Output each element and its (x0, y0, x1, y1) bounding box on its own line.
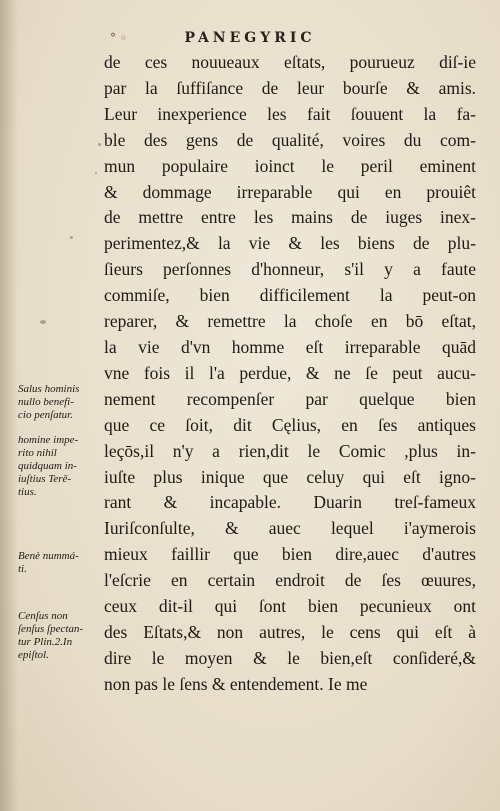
paper-speck (95, 172, 97, 174)
margin-note (18, 610, 110, 662)
note-line: ſenſus ſpectan- (18, 623, 84, 635)
text-line: que ce ſoit, dit Cęlius, en ſes antiques (104, 414, 476, 435)
text-line: la vie d'vn homme eſt irreparable quād (104, 336, 476, 357)
running-head: PANEGYRIC (184, 30, 316, 46)
text-line: mieux faillir que bien dire,auec d'autres (104, 544, 476, 565)
note-line: cio penſatur. (18, 409, 73, 421)
text-line: commiſe, bien difficilement la peut-on (104, 285, 476, 306)
margin-note (18, 383, 110, 422)
note-line: rito nihil (18, 447, 57, 459)
text-line: des Eſtats,& non autres, le cens qui eſt à (104, 621, 476, 642)
note-line: homine impe- (18, 434, 79, 446)
text-line: de ces nouueaux eſtats, pourueuz diſ-ie (104, 52, 476, 72)
text-line: par la ſuffiſance de leur bourſe & amis. (104, 77, 476, 98)
note-line: epiſtol. (18, 649, 49, 661)
text-line: leçōs,il n'y a rien,dit le Comic ,plus in- (104, 440, 476, 461)
text-line: Iuriſconſulte, & auec lequel i'aymerois (104, 518, 476, 539)
note-line: quidquam in- (18, 460, 77, 472)
gutter-shadow (0, 0, 18, 811)
paper-speck (70, 236, 73, 239)
text-line: rant & incapable. Duarin treſ-fameux (104, 492, 476, 513)
ornament-mark: ° ◦ (110, 31, 127, 45)
text-line: l'eſcrie en certain endroit de ſes œuures, (104, 570, 476, 591)
body-text (104, 50, 476, 698)
note-line: ti. (18, 563, 27, 575)
note-line: iuſtius Terē- (18, 473, 72, 485)
note-line: Cenſus non (18, 610, 68, 622)
note-line: tius. (18, 486, 37, 498)
text-line: vne fois il l'a perdue, & ne ſe peut aucu- (104, 362, 476, 383)
text-line: dire le moyen & le bien,eſt conſideré,& (104, 647, 476, 668)
paper-speck (98, 143, 101, 146)
margin-note (18, 434, 110, 499)
paper-speck (40, 320, 46, 324)
text-line: ble des gens de qualité, voires du com- (104, 129, 476, 150)
note-line: Benè nummá- (18, 550, 79, 562)
text-line: iuſte plus inique que celuy qui eſt igno- (104, 466, 476, 487)
text-line: non pas le ſens & entendement. Ie me (104, 673, 368, 694)
note-line: Salus hominis (18, 383, 80, 395)
text-line: nement recompenſer par quelque bien (104, 388, 476, 409)
note-line: tur Plin.2.In (18, 636, 73, 648)
text-line: ceux dit-il qui ſont bien pecunieux ont (104, 596, 476, 617)
margin-note (18, 550, 110, 576)
text-line: perimentez,& la vie & les biens de plu- (104, 233, 476, 254)
note-line: nullo benefi- (18, 396, 74, 408)
text-line: ſieurs perſonnes d'honneur, s'il y a faute (104, 259, 476, 280)
text-line: & dommage irreparable qui en prouiêt (104, 181, 476, 202)
text-line: Leur inexperience les fait ſouuent la fa- (104, 103, 476, 124)
text-line: de mettre entre les mains de iuges inex- (104, 207, 476, 228)
text-line: reparer, & remettre la choſe en bō eſtat, (104, 311, 476, 332)
text-line: mun populaire ioinct le peril eminent (104, 155, 476, 176)
